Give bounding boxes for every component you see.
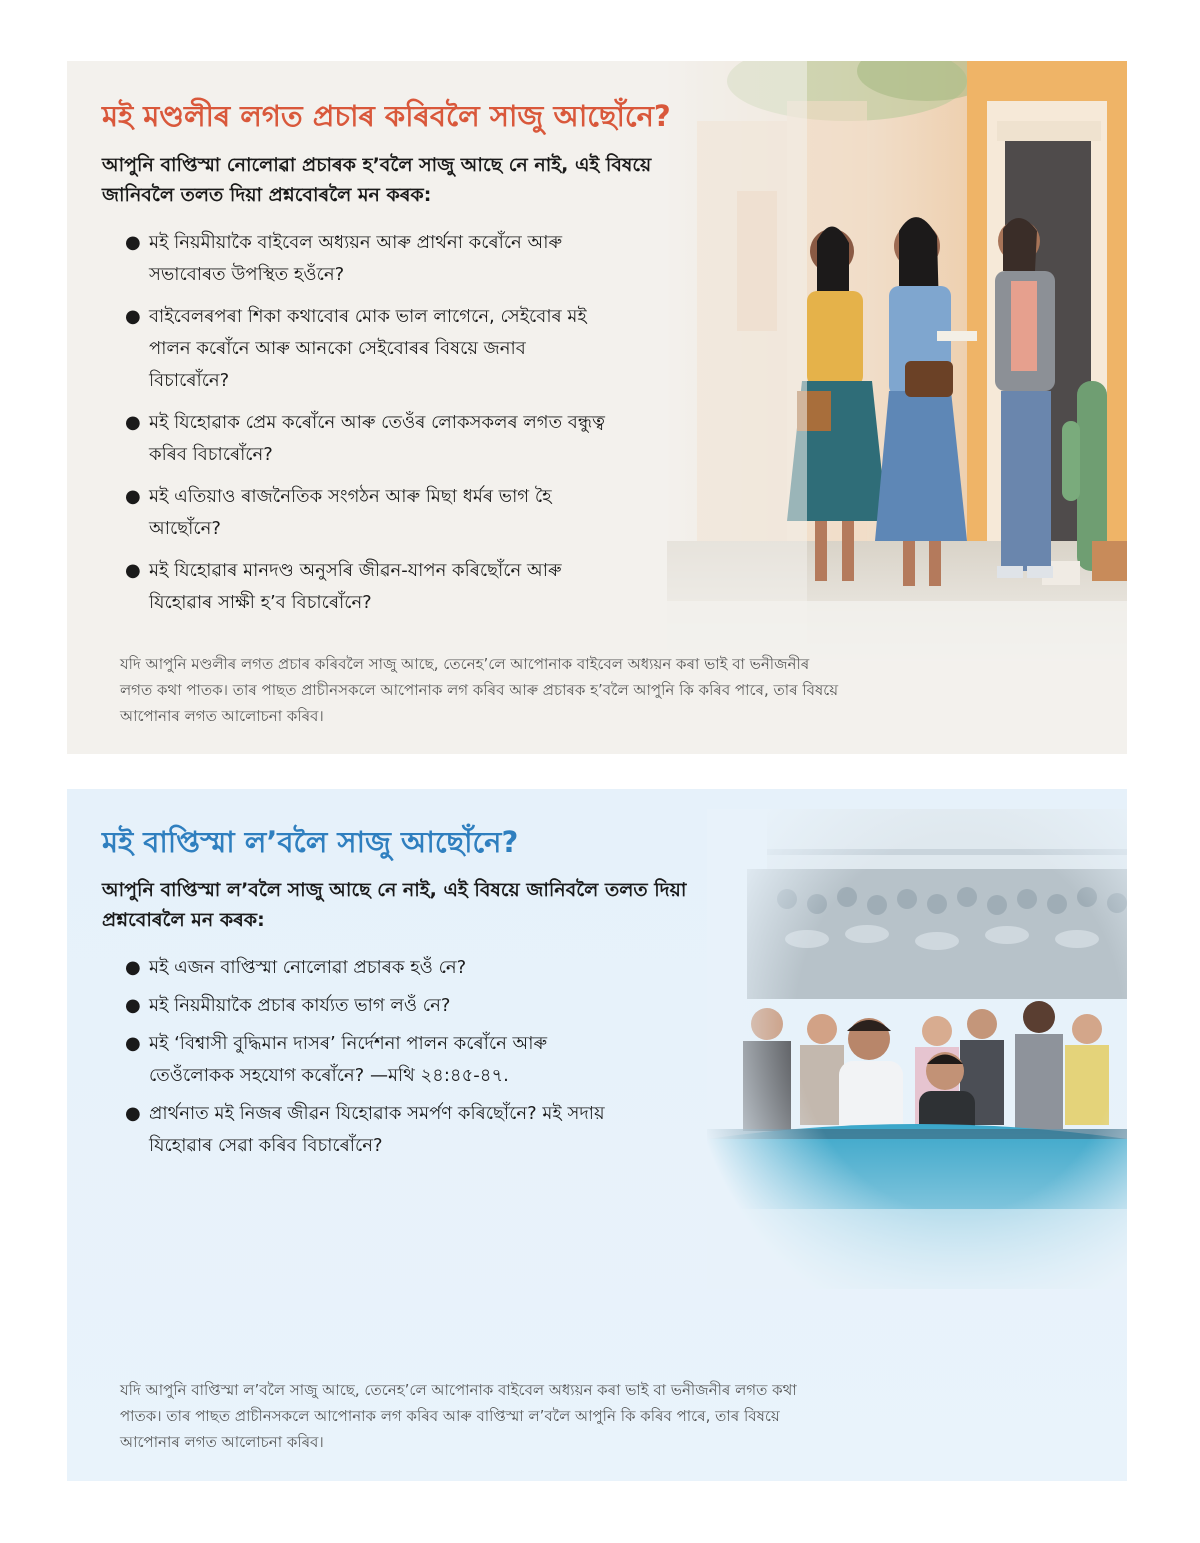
panel-intro: আপুনি বাপ্তিস্মা ল’বলৈ সাজু আছে নে নাই, এই বিষয়ে জানিবলৈ তলত দিয়া প্ৰশ্নবোৰলৈ মন কৰক: xyxy=(102,879,687,931)
baptism-illustration xyxy=(707,809,1127,1289)
question-text: মই ‘বিশ্বাসী বুদ্ধিমান দাসৰ’ নিৰ্দেশনা পালন কৰোঁনে আৰু তেওঁলোকক সহযোগ কৰোঁনে? —মথি ২৪:৪৫-৪৭. xyxy=(149,1033,548,1086)
list-item xyxy=(125,407,605,471)
panel-title: মই বাপ্তিস্মা ল’বলৈ সাজু আছোঁনে? xyxy=(102,825,519,859)
panel-footnote: যদি আপুনি বাপ্তিস্মা ল’বলৈ সাজু আছে, তেনেহ’লে আপোনাক বাইবেল অধ্যয়ন কৰা ভাই বা ভনীজনীৰ লগত কথা পাতক। তাৰ পাছত প্ৰাচীনসকলে আপোনাক লগ কৰিব আৰু বাপ্তিস্মা ল’বলৈ আপুনি কি কৰিব পাৰে, তাৰ বিষয়ে আপোনাৰ লগত আলোচনা কৰিব। xyxy=(120,1381,797,1451)
bullet-icon: ● xyxy=(125,1033,141,1054)
question-text: বাইবেলৰপৰা শিকা কথাবোৰ মোক ভাল লাগেনে, সেইবোৰ মই পালন কৰোঁনে আৰু আনকো সেইবোৰৰ বিষয়ে জনাব বিচাৰোঁনে? xyxy=(149,306,587,391)
question-text: মই যিহোৱাক প্ৰেম কৰোঁনে আৰু তেওঁৰ লোকসকলৰ লগত বন্ধুত্ব কৰিব বিচাৰোঁনে? xyxy=(149,412,605,465)
list-item xyxy=(125,952,605,984)
list-item xyxy=(125,555,605,619)
question-text: মই এজন বাপ্তিস্মা নোলোৱা প্ৰচাৰক হওঁ নে? xyxy=(149,957,467,978)
list-item xyxy=(125,227,605,291)
question-text: মই নিয়মীয়াকৈ বাইবেল অধ্যয়ন আৰু প্ৰাৰ্থনা কৰোঁনে আৰু সভাবোৰত উপস্থিত হওঁনে? xyxy=(149,232,563,285)
question-list xyxy=(125,952,605,1168)
question-text: মই এতিয়াও ৰাজনৈতিক সংগঠন আৰু মিছা ধৰ্মৰ ভাগ হৈ আছোঁনে? xyxy=(149,486,552,539)
bullet-icon: ● xyxy=(125,306,141,327)
bullet-icon: ● xyxy=(125,232,141,253)
question-text: মই যিহোৱাৰ মানদণ্ড অনুসৰি জীৱন-যাপন কৰিছোঁনে আৰু যিহোৱাৰ সাক্ষী হ’ব বিচাৰোঁনে? xyxy=(149,560,562,613)
publisher-readiness-panel xyxy=(67,61,1127,754)
bullet-icon: ● xyxy=(125,412,141,433)
panel-intro: আপুনি বাপ্তিস্মা নোলোৱা প্ৰচাৰক হ’বলৈ সাজু আছে নে নাই, এই বিষয়ে জানিবলৈ তলত দিয়া প্ৰশ্নবোৰলৈ মন কৰক: xyxy=(102,154,652,206)
list-item xyxy=(125,301,605,397)
panel-footnote: যদি আপুনি মণ্ডলীৰ লগত প্ৰচাৰ কৰিবলৈ সাজু আছে, তেনেহ’লে আপোনাক বাইবেল অধ্যয়ন কৰা ভাই বা ভনীজনীৰ লগত কথা পাতক। তাৰ পাছত প্ৰাচীনসকলে আপোনাক লগ কৰিব আৰু প্ৰচাৰক হ’বলৈ আপুনি কি কৰিব পাৰে, তাৰ বিষয়ে আপোনাৰ লগত আলোচনা কৰিব। xyxy=(120,655,839,725)
bullet-icon: ● xyxy=(125,995,141,1016)
question-text: মই নিয়মীয়াকৈ প্ৰচাৰ কাৰ্য্যত ভাগ লওঁ নে? xyxy=(149,995,451,1016)
question-text: প্ৰাৰ্থনাত মই নিজৰ জীৱন যিহোৱাক সমৰ্পণ কৰিছোঁনে? মই সদায় যিহোৱাৰ সেৱা কৰিব বিচাৰোঁনে? xyxy=(149,1103,605,1156)
bullet-icon: ● xyxy=(125,1103,141,1124)
panel-title: মই মণ্ডলীৰ লগত প্ৰচাৰ কৰিবলৈ সাজু আছোঁনে? xyxy=(102,99,671,133)
list-item xyxy=(125,1098,605,1162)
list-item xyxy=(125,481,605,545)
bullet-icon: ● xyxy=(125,486,141,507)
baptism-readiness-panel xyxy=(67,789,1127,1481)
bullet-icon: ● xyxy=(125,957,141,978)
bullet-icon: ● xyxy=(125,560,141,581)
door-to-door-ministry-illustration xyxy=(667,61,1127,661)
list-item xyxy=(125,990,605,1022)
list-item xyxy=(125,1028,605,1092)
question-list xyxy=(125,227,605,629)
